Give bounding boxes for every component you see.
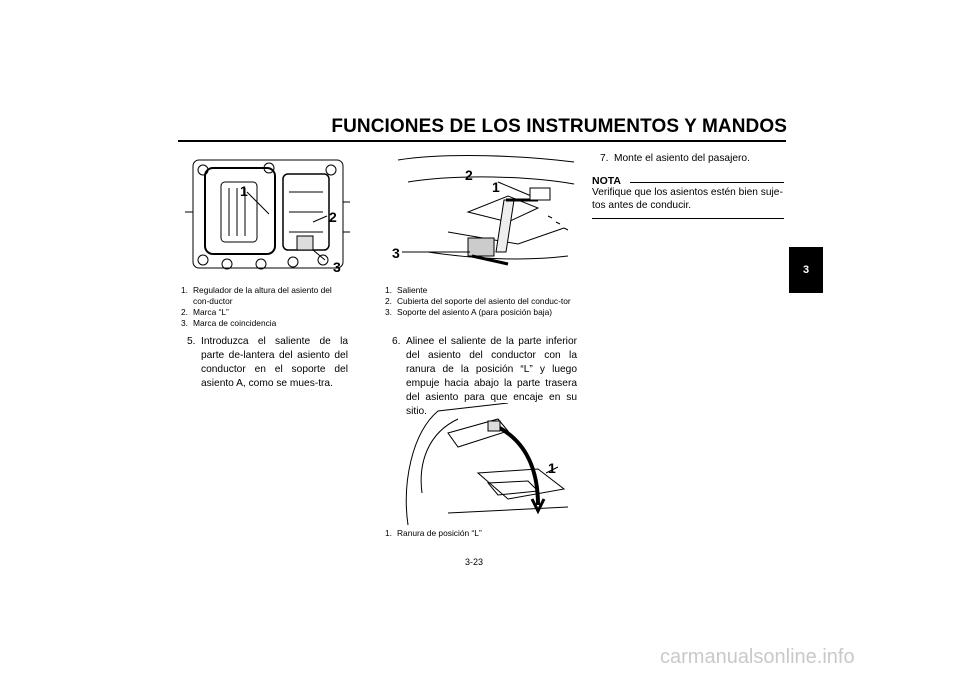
step-5: 5. Introduzca el saliente de la parte de-lantera del asiento del conductor en el soporte del asiento A, como se mues-tra. [187,336,348,389]
nota-text: Verifique que los asientos estén bien suje-tos antes de conducir. [592,187,783,211]
seat-support-figure [388,152,578,280]
nota-rule [630,182,784,183]
callout-2: 2 [329,209,337,225]
callout-1: 1 [492,179,500,195]
figure-caption-bottom [385,528,577,539]
step-7: 7. Monte el asiento del pasajero. [600,153,750,164]
nota-bottom-rule [592,218,784,219]
chapter-tab: 3 [789,247,823,293]
page-number: 3-23 [465,557,484,567]
page-title: FUNCIONES DE LOS INSTRUMENTOS Y MANDOS [331,116,787,137]
figure-caption-middle [385,285,577,318]
caption-item: 1. Regulador de la altura del asiento del con-ductor [181,285,332,306]
callout-1: 1 [240,183,248,199]
nota-label: NOTA [592,175,621,187]
figure-caption-left [181,285,348,329]
caption-item: 2. Marca “L” [181,307,229,317]
callout-3: 3 [333,259,341,275]
watermark: carmanualsonline.info [660,646,855,668]
callout-3: 3 [392,245,400,261]
callout-2: 2 [465,167,473,183]
seat-height-adjuster-figure [185,152,350,280]
caption-item: 3. Soporte del asiento A (para posición baja) [385,307,553,317]
caption-item: 3. Marca de coincidencia [181,318,277,328]
caption-item: 2. Cubierta del soporte del asiento del conduc-tor [385,296,571,306]
callout-1: 1 [548,460,556,476]
title-rule [178,140,786,142]
step-6: 6. Alinee el saliente de la parte inferior del asiento del conductor con la ranura de la posición “L” y luego empuje hacia abajo la parte trasera del asiento para que encaje en su sitio. [392,336,577,417]
position-slot-figure [388,403,578,528]
caption-item: 1. Saliente [385,285,428,295]
caption-item: 1. Ranura de posición “L” [385,528,482,538]
